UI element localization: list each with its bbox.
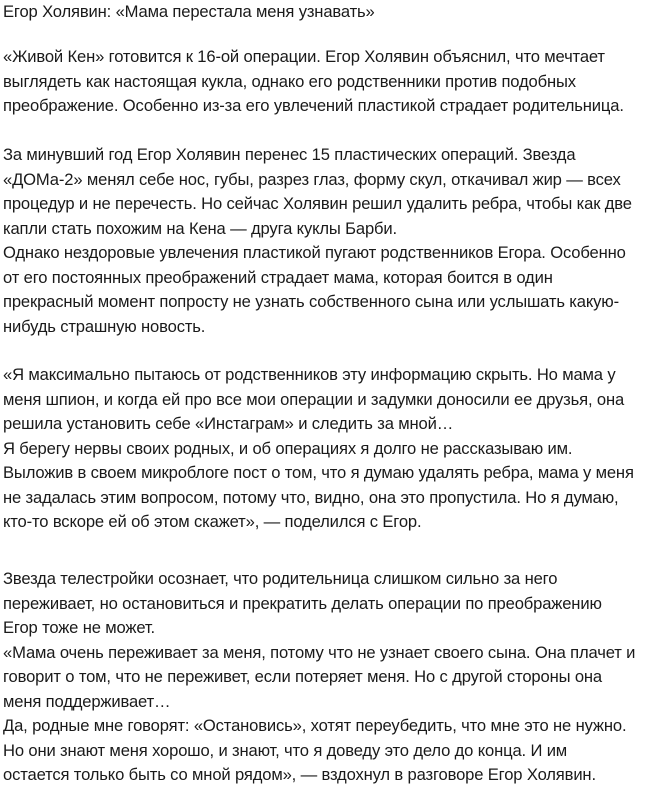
text-line: преображение. Особенно из-за его увлечений пластикой страдает родительница. — [3, 96, 624, 115]
text-line: остается только быть со мной рядом», — вздохнул в разговоре Егор Холявин. — [3, 765, 596, 784]
text-line: «Живой Кен» готовится к 16-ой операции. Егор Холявин объяснил, что мечтает — [3, 47, 605, 66]
text-line: меня шпион, и когда ей про все мои операции и задумки доносили ее друзья, она — [3, 389, 625, 409]
text-line: «Мама очень переживает за меня, потому что не узнает своего сына. Она плачет и — [3, 642, 636, 662]
text-line: меня поддерживает… — [3, 691, 171, 711]
text-line: решила установить себе «Инстаграм» и следить за мной… — [3, 414, 454, 433]
text-line: не задалась этим вопросом, потому что, видно, она это пропустила. Но я думаю, — [3, 487, 619, 507]
text-line: Но они знают меня хорошо, и знают, что я доведу это дело до конца. И им — [3, 740, 568, 760]
text-line: переживает, но остановиться и прекратить делать операции по преображению — [3, 593, 602, 613]
text-line: кто-то вскоре ей об этом скажет», — поделился с Егор. — [3, 512, 422, 531]
text-line: Выложив в своем микроблоге пост о том, что я думаю удалять ребра, мама у меня — [3, 463, 634, 482]
text-line: Я берегу нервы своих родных, и об операциях я долго не рассказываю им. — [3, 438, 573, 458]
text-line: нибудь страшную новость. — [3, 316, 206, 336]
text-line: от его постоянных преображений страдает мама, которая боится в один — [3, 267, 553, 287]
text-line: процедур и не перечесть. Но сейчас Холявин решил удалить ребра, чтобы как две — [3, 194, 632, 213]
paragraph-1 — [3, 45, 624, 119]
text-line: говорит о том, что не переживет, если потеряет меня. Но с другой стороны она — [3, 667, 603, 686]
text-line: выглядеть как настоящая кукла, однако его родственники против подобных — [3, 71, 576, 91]
paragraph-2 — [3, 143, 632, 339]
text-line: Егор тоже не может. — [3, 618, 155, 637]
text-line: «Я максимально пытаюсь от родственников эту информацию скрыть. Но мама у — [3, 365, 616, 384]
text-line: «ДОМа-2» менял себе нос, губы, разрез глаз, форму скул, откачивал жир — всех — [3, 169, 621, 189]
text-line: Да, родные мне говорят: «Остановись», хотят переубедить, что мне это не нужно. — [3, 716, 627, 735]
text-line: прекрасный момент попросту не узнать собственного сына или услышать какую- — [3, 292, 619, 311]
article-title: Егор Холявин: «Мама перестала меня узнавать» — [3, 2, 375, 21]
text-line: Однако нездоровые увлечения пластикой пугают родственников Егора. Особенно — [3, 243, 626, 262]
text-line: Звезда телестройки осознает, что родительница слишком сильно за него — [3, 569, 558, 588]
paragraph-3 — [3, 363, 634, 535]
text-line: капли стать похожим на Кена — друга куклы Барби. — [3, 218, 397, 238]
paragraph-4 — [3, 567, 635, 788]
text-line: За минувший год Егор Холявин перенес 15 пластических операций. Звезда — [3, 145, 576, 164]
